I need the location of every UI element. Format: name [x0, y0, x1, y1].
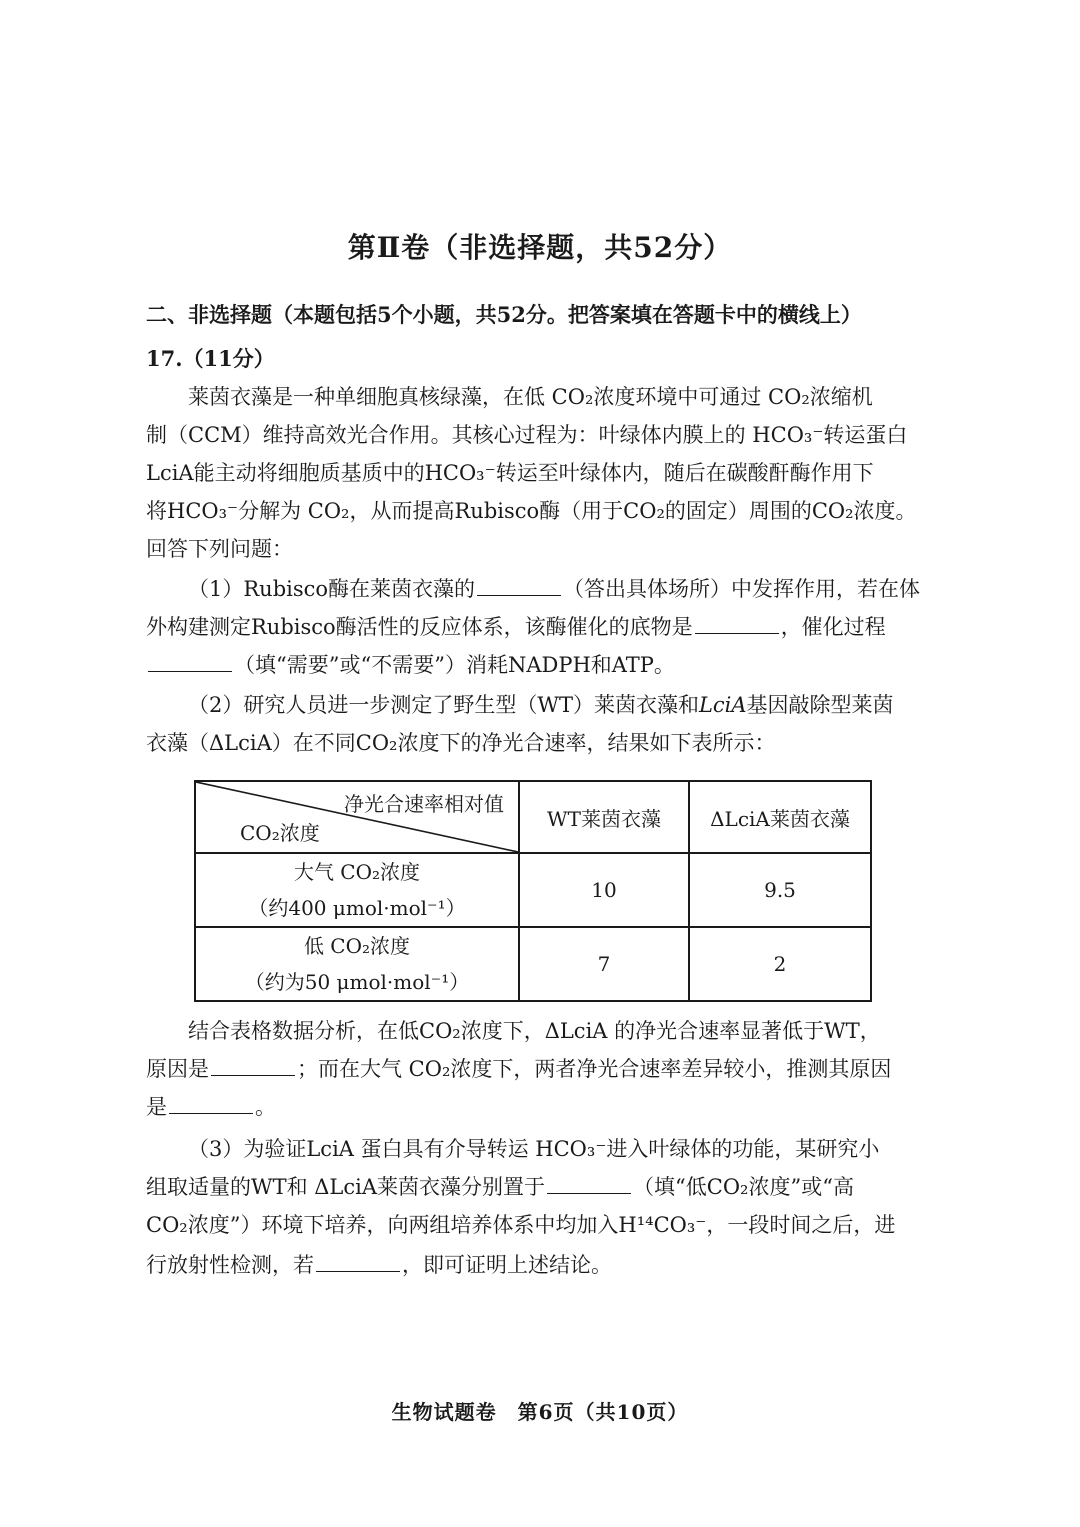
wt-value: 10 — [519, 853, 689, 927]
part1-line-3 — [146, 650, 936, 680]
intro-line-5: 回答下列问题： — [146, 537, 293, 561]
answer-blank-5[interactable] — [169, 1093, 253, 1114]
diagonal-header-cell — [195, 781, 519, 853]
analysis-line-1: 结合表格数据分析，在低CO₂浓度下，ΔLciA 的净光合速率显著低于WT， — [188, 1019, 881, 1043]
part1-line-2 — [146, 612, 936, 642]
answer-blank-6[interactable] — [547, 1173, 631, 1194]
part3-line-3: CO₂浓度”）环境下培养，向两组培养体系中均加入H¹⁴CO₃⁻，一段时间之后，进 — [146, 1213, 896, 1237]
condition-sub: （约400 μmol·mol⁻¹） — [248, 896, 466, 920]
part3-text-b: （填“低CO₂浓度”或“高 — [633, 1175, 854, 1199]
condition-cell — [195, 927, 519, 1001]
mutant-value: 2 — [689, 927, 871, 1001]
part3-line-4 — [146, 1250, 936, 1280]
diag-top-label: 净光合速率相对值 — [344, 792, 504, 816]
condition-label: 低 CO₂浓度 — [303, 934, 411, 958]
table-header-row — [195, 781, 871, 853]
condition-cell — [195, 853, 519, 927]
part2-text-a: （2）研究人员进一步测定了野生型（WT）莱茵衣藻和 — [188, 693, 699, 717]
intro-line-1: 莱茵衣藻是一种单细胞真核绿藻，在低 CO₂浓度环境中可通过 CO₂浓缩机 — [188, 385, 873, 409]
intro-line-3: LciA能主动将细胞质基质中的HCO₃⁻转运至叶绿体内，随后在碳酸酐酶作用下 — [146, 461, 874, 485]
part2-text-b: 基因敲除型莱茵 — [746, 693, 894, 717]
mutant-value: 9.5 — [689, 853, 871, 927]
part3-text-c: 行放射性检测，若 — [146, 1253, 314, 1277]
results-table — [194, 780, 872, 1002]
part3-line-2 — [146, 1172, 936, 1202]
diag-bottom-label: CO₂浓度 — [240, 821, 320, 845]
section-header: 二、非选择题（本题包括5个小题，共52分。把答案填在答题卡中的横线上） — [146, 302, 862, 327]
part-title: 第Ⅱ卷（非选择题，共52分） — [347, 231, 733, 264]
condition-sub: （约为50 μmol·mol⁻¹） — [244, 970, 470, 994]
table-row — [195, 927, 871, 1001]
analysis-text-a: 原因是 — [146, 1057, 209, 1081]
intro-line-4: 将HCO₃⁻分解为 CO₂，从而提高Rubisco酶（用于CO₂的固定）周围的CO₂浓度。 — [146, 499, 917, 523]
part1-line-1 — [146, 574, 936, 604]
part1-text-c: 外构建测定Rubisco酶活性的反应体系，该酶催化的底物是 — [146, 615, 693, 639]
page-footer: 生物试题卷 第6页（共10页） — [391, 1400, 689, 1424]
part3-line-1: （3）为验证LciA 蛋白具有介导转运 HCO₃⁻进入叶绿体的功能，某研究小 — [188, 1137, 880, 1161]
answer-blank-2[interactable] — [695, 613, 779, 634]
part1-text-b: （答出具体场所）中发挥作用，若在体 — [563, 577, 921, 601]
analysis-line-2 — [146, 1054, 936, 1084]
part1-text-d: ，催化过程 — [780, 615, 886, 639]
header-wt: WT莱茵衣藻 — [519, 781, 689, 853]
condition-label: 大气 CO₂浓度 — [293, 860, 421, 884]
intro-line-2: 制（CCM）维持高效光合作用。其核心过程为：叶绿体内膜上的 HCO₃⁻转运蛋白 — [146, 423, 908, 447]
answer-blank-1[interactable] — [477, 575, 561, 596]
table-row — [195, 853, 871, 927]
analysis-text-c: 是 — [146, 1095, 167, 1119]
part1-text-e: （填“需要”或“不需要”）消耗NADPH和ATP。 — [234, 653, 675, 677]
analysis-text-d: 。 — [255, 1095, 276, 1119]
wt-value: 7 — [519, 927, 689, 1001]
analysis-text-b: ；而在大气 CO₂浓度下，两者净光合速率差异较小，推测其原因 — [297, 1057, 892, 1081]
part1-text-a: （1）Rubisco酶在莱茵衣藻的 — [188, 577, 476, 601]
part3-text-d: ，即可证明上述结论。 — [402, 1253, 612, 1277]
part3-text-a: 组取适量的WT和 ΔLciA莱茵衣藻分别置于 — [146, 1175, 546, 1199]
question-number: 17.（11分） — [146, 346, 275, 371]
header-mutant: ΔLciA莱茵衣藻 — [689, 781, 871, 853]
gene-name: LciA — [698, 693, 747, 717]
answer-blank-7[interactable] — [316, 1251, 400, 1272]
part2-line-1 — [146, 690, 936, 720]
analysis-line-3 — [146, 1092, 936, 1122]
answer-blank-4[interactable] — [211, 1055, 295, 1076]
answer-blank-3[interactable] — [148, 651, 232, 672]
part2-line-2: 衣藻（ΔLciA）在不同CO₂浓度下的净光合速率，结果如下表所示： — [146, 731, 776, 755]
